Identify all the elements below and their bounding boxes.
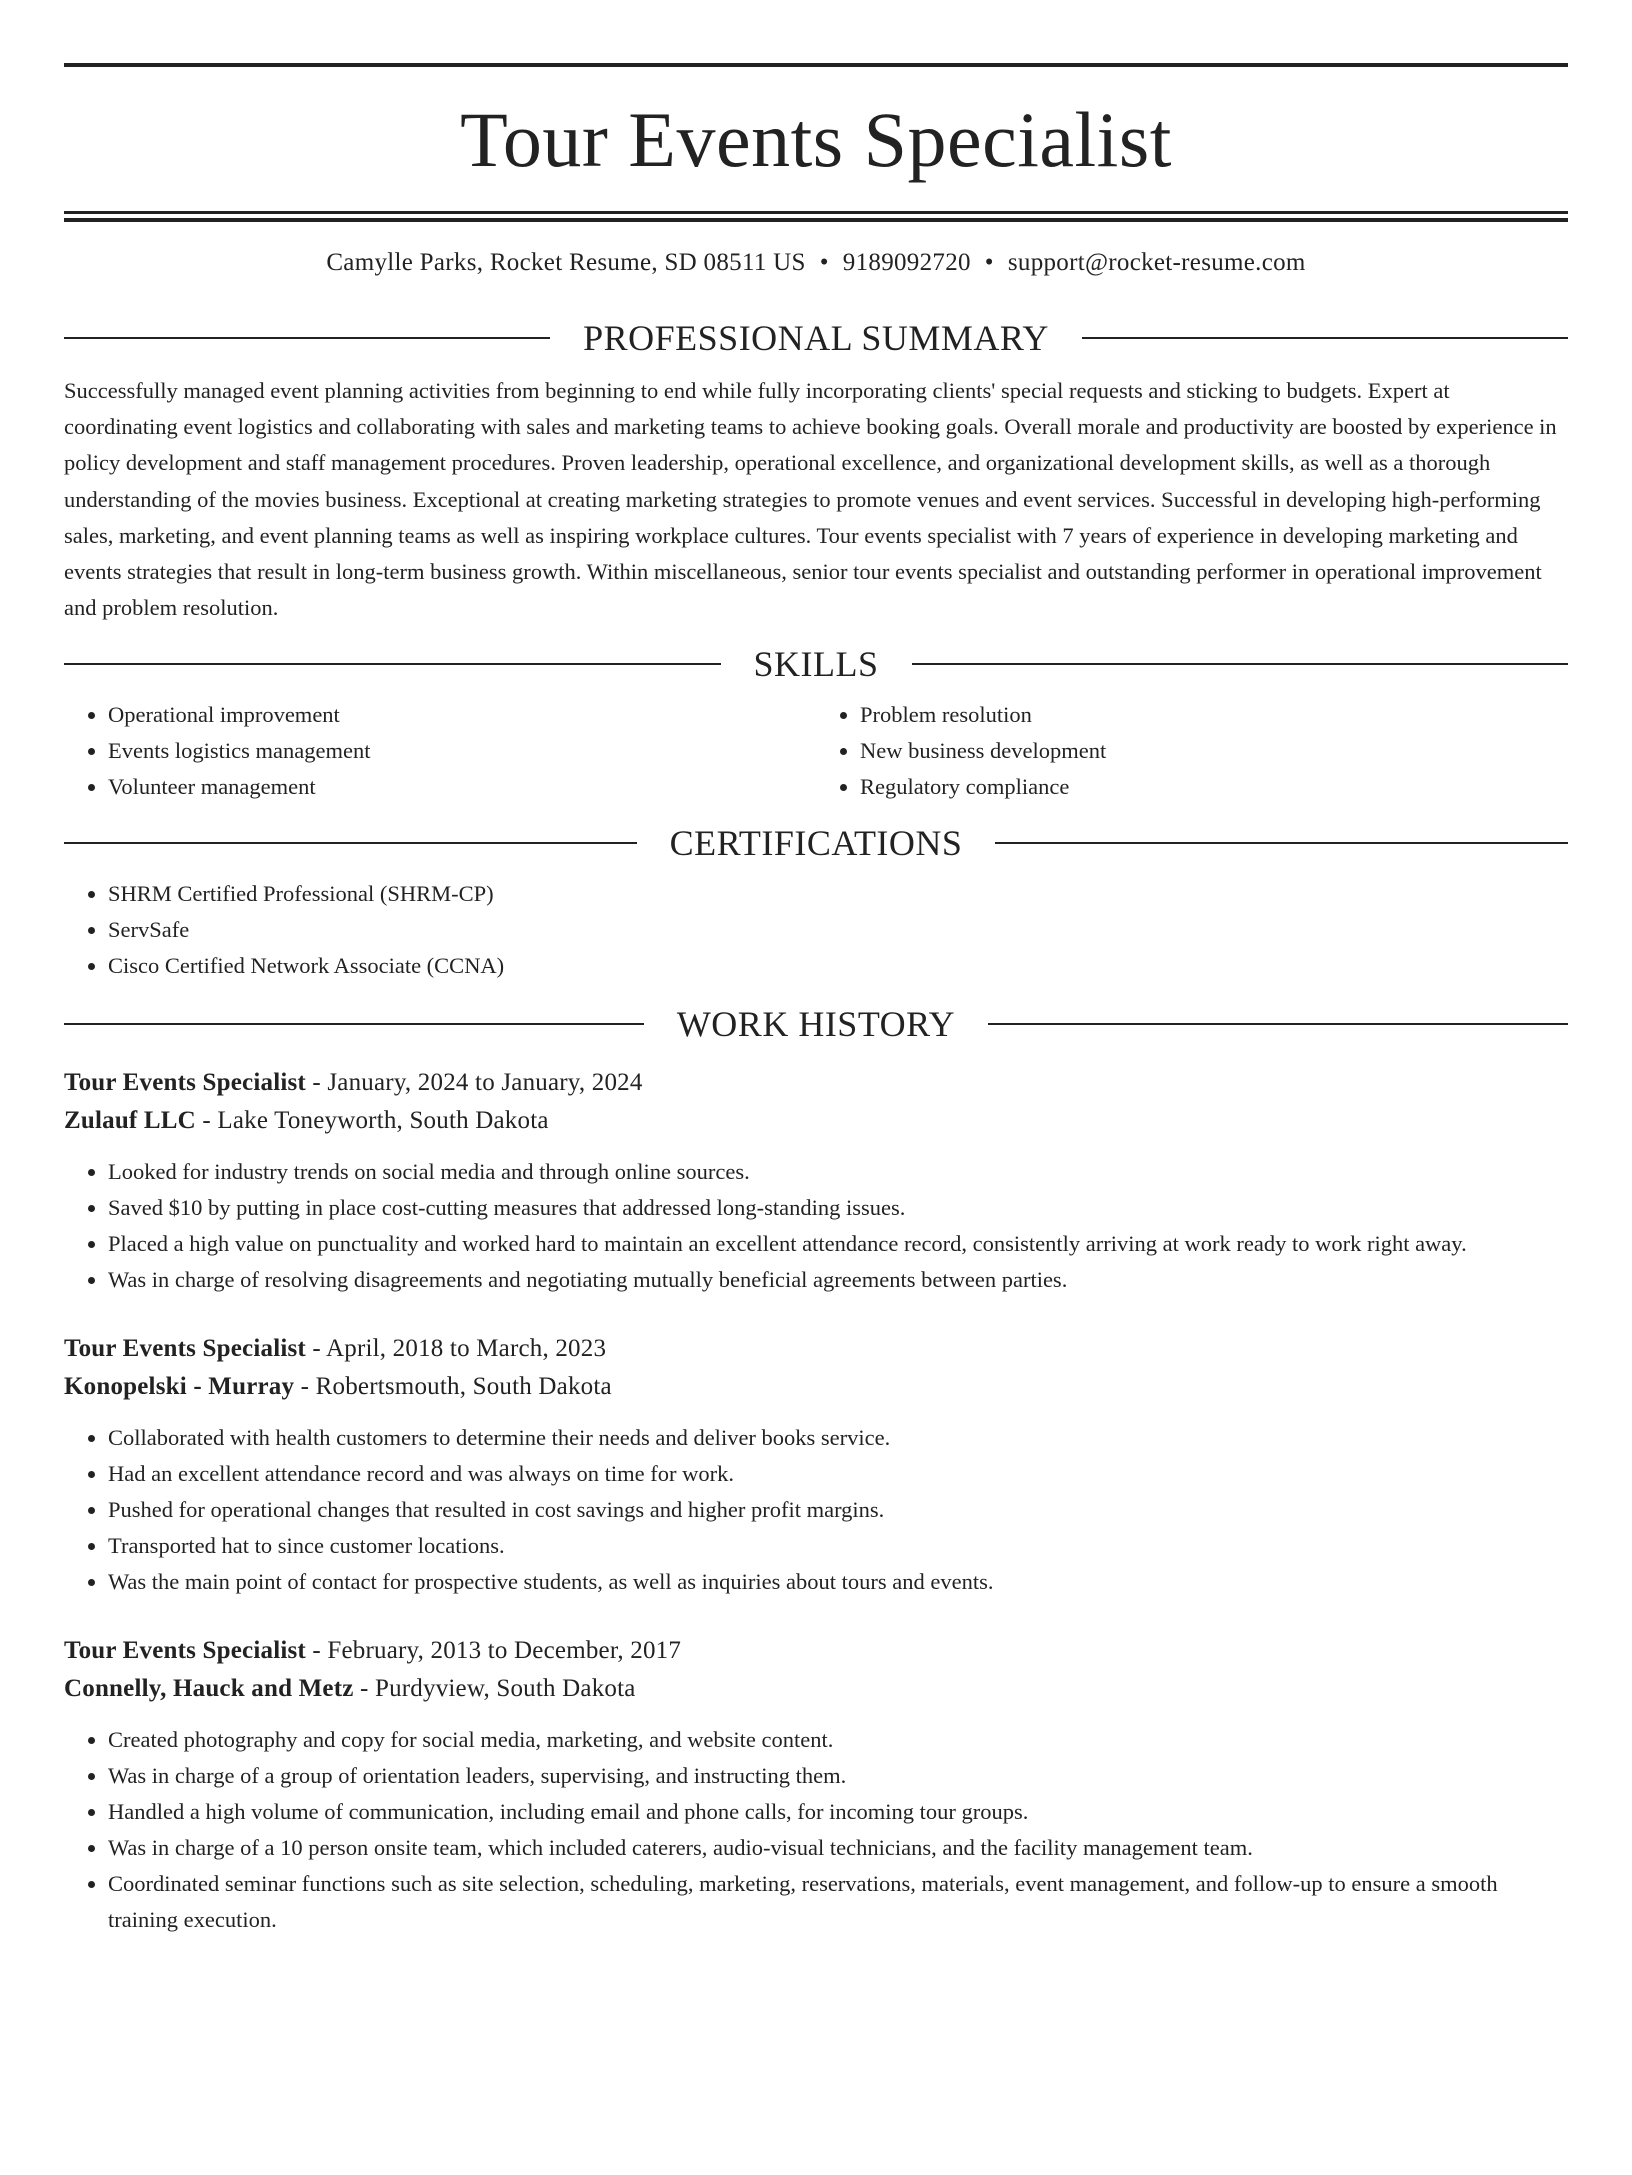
job-location: - Robertsmouth, South Dakota — [294, 1373, 612, 1401]
job-bullet: • Looked for industry trends on social media and through online sources. — [108, 1154, 1568, 1190]
job-company: Connelly, Hauck and Metz — [64, 1675, 354, 1703]
skill-item: • Volunteer management — [108, 769, 816, 805]
job-bullet: • Was the main point of contact for prospective students, as well as inquiries about tours and events. — [108, 1564, 1568, 1600]
heading-rule-left — [64, 842, 637, 844]
job-company: Zulauf LLC — [64, 1107, 196, 1135]
job-title: Tour Events Specialist — [64, 1069, 306, 1097]
job-bullet: • Was in charge of a 10 person onsite team, which included caterers, audio-visual technicians, and the facility management team. — [108, 1830, 1568, 1866]
contact-separator: • — [984, 249, 994, 276]
contact-address: Camylle Parks, Rocket Resume, SD 08511 US — [326, 249, 806, 276]
job-bullet: • Created photography and copy for social media, marketing, and website content. — [108, 1722, 1568, 1758]
heading-rule-right — [912, 663, 1569, 665]
job-bullet: • Placed a high value on punctuality and worked hard to maintain an excellent attendance record, consistently arriving at work ready to work right away. — [108, 1226, 1568, 1262]
job-location: - Purdyview, South Dakota — [353, 1675, 636, 1703]
heading-rule-left — [64, 1023, 644, 1025]
job-entry — [64, 1064, 1568, 1298]
job-title: Tour Events Specialist — [64, 1637, 306, 1665]
work-history-heading — [64, 1004, 1568, 1045]
contact-phone: 9189092720 — [842, 249, 971, 276]
skill-item: • Problem resolution — [860, 697, 1568, 733]
title-double-rule — [64, 211, 1568, 222]
skills-heading — [64, 644, 1568, 685]
job-company-line — [64, 1368, 1568, 1406]
contact-line — [64, 248, 1568, 278]
job-bullet: • Transported hat to since customer locations. — [108, 1528, 1568, 1564]
skill-item: • New business development — [860, 733, 1568, 769]
summary-text: Successfully managed event planning activities from beginning to end while fully incorporating clients' special requests and sticking to budgets. Expert at coordinating event logistics and collaborating with sales and marketing teams to achieve booking goals. Overall morale and productivity are boosted by experience in policy development and staff management procedures. Proven leadership, operational excellence, and organizational development skills, as well as a thorough understanding of the movies business. Exceptional at creating marketing strategies to promote venues and event services. Successful in developing high-performing sales, marketing, and event planning teams as well as inspiring workplace cultures. Tour events specialist with 7 years of experience in developing marketing and events strategies that result in long-term business growth. Within miscellaneous, senior tour events specialist and outstanding performer in operational improvement and problem resolution. — [64, 378, 1557, 621]
job-bullets — [64, 1420, 1568, 1600]
heading-rule-right — [988, 1023, 1568, 1025]
job-bullet: • Coordinated seminar functions such as site selection, scheduling, marketing, reservations, materials, event management, and follow-up to ensure a smooth training execution. — [108, 1866, 1568, 1938]
summary-heading-label: PROFESSIONAL SUMMARY — [583, 318, 1049, 358]
job-bullet: • Saved $10 by putting in place cost-cutting measures that addressed long-standing issues. — [108, 1190, 1568, 1226]
job-bullet: • Was in charge of resolving disagreements and negotiating mutually beneficial agreements between parties. — [108, 1262, 1568, 1298]
job-title: Tour Events Specialist — [64, 1335, 306, 1363]
skills-grid — [64, 697, 1568, 805]
heading-rule-left — [64, 337, 550, 339]
job-company-line — [64, 1670, 1568, 1708]
skill-item: • Events logistics management — [108, 733, 816, 769]
skills-list-left — [64, 697, 816, 805]
contact-email: support@rocket-resume.com — [1007, 249, 1306, 276]
heading-rule-left — [64, 663, 721, 665]
job-company-line — [64, 1102, 1568, 1140]
job-bullet: • Handled a high volume of communication, including email and phone calls, for incoming tour groups. — [108, 1794, 1568, 1830]
skills-heading-label: SKILLS — [753, 644, 879, 685]
work-history-heading-label: WORK HISTORY — [676, 1004, 956, 1045]
heading-rule-right — [1082, 337, 1568, 339]
job-title-line — [64, 1330, 1568, 1368]
certifications-list — [64, 876, 1568, 984]
job-dates: - January, 2024 to January, 2024 — [305, 1069, 643, 1097]
certification-item: • Cisco Certified Network Associate (CCNA) — [108, 948, 1568, 984]
skills-list-right — [816, 697, 1568, 805]
job-bullets — [64, 1722, 1568, 1938]
job-dates: - April, 2018 to March, 2023 — [305, 1335, 607, 1363]
job-entry — [64, 1632, 1568, 1938]
job-dates: - February, 2013 to December, 2017 — [305, 1637, 682, 1665]
certification-item: • ServSafe — [108, 912, 1568, 948]
job-title-line — [64, 1632, 1568, 1670]
certification-item: • SHRM Certified Professional (SHRM-CP) — [108, 876, 1568, 912]
job-entry — [64, 1330, 1568, 1600]
resume-page — [0, 63, 1632, 2175]
job-title-line — [64, 1064, 1568, 1102]
job-company: Konopelski - Murray — [64, 1373, 295, 1401]
top-rule — [64, 63, 1568, 67]
job-bullet: • Collaborated with health customers to determine their needs and deliver books service. — [108, 1420, 1568, 1456]
heading-rule-right — [995, 842, 1568, 844]
job-bullet: • Was in charge of a group of orientation leaders, supervising, and instructing them. — [108, 1758, 1568, 1794]
resume-title: Tour Events Specialist — [460, 96, 1172, 183]
job-bullet: • Had an excellent attendance record and was always on time for work. — [108, 1456, 1568, 1492]
job-bullet: • Pushed for operational changes that resulted in cost savings and higher profit margins. — [108, 1492, 1568, 1528]
skill-item: • Regulatory compliance — [860, 769, 1568, 805]
summary-heading — [64, 320, 1568, 356]
job-location: - Lake Toneyworth, South Dakota — [195, 1107, 549, 1135]
certifications-heading — [64, 823, 1568, 864]
contact-separator: • — [819, 249, 829, 276]
certifications-heading-label: CERTIFICATIONS — [669, 823, 963, 864]
job-bullets — [64, 1154, 1568, 1298]
skill-item: • Operational improvement — [108, 697, 816, 733]
